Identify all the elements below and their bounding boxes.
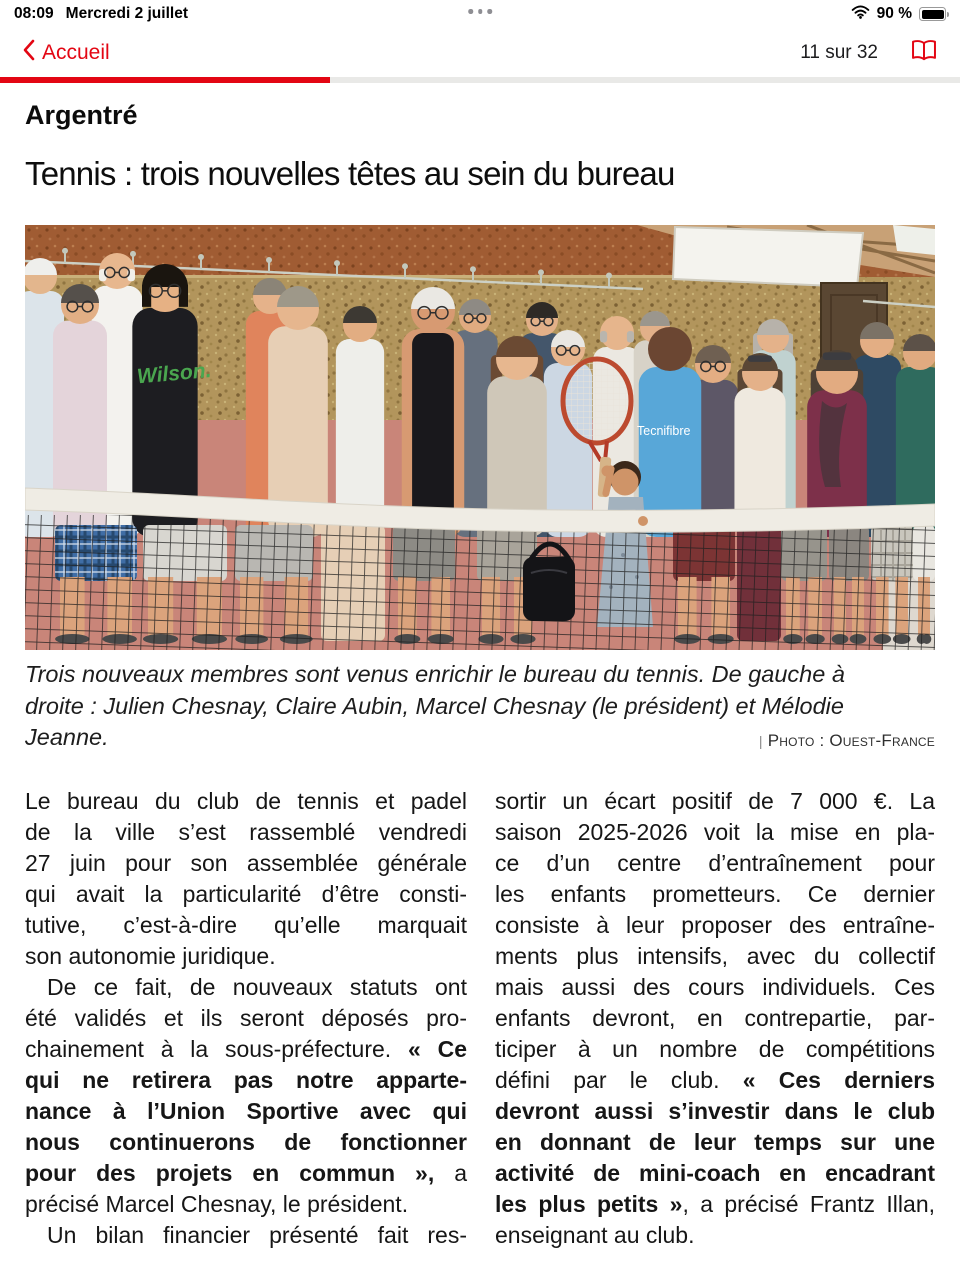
- caption-line: Jeanne.: [25, 724, 109, 750]
- article-body-column-left: [25, 786, 467, 1251]
- body-line: De ce fait, de nouveaux statuts ont: [47, 974, 467, 1000]
- article: [25, 0, 935, 1280]
- body-line: ticiper à un nombre de compétitions: [495, 1036, 935, 1062]
- body-line: nance à l’Union Sportive avec qui: [25, 1098, 467, 1124]
- body-line: activité de mini-coach en encadrant: [495, 1160, 935, 1186]
- photo-caption: [25, 659, 935, 754]
- article-title: Tennis : trois nouvelles têtes au sein du bureau: [25, 155, 675, 192]
- body-line: qui ne retirera pas notre apparte-: [25, 1067, 467, 1093]
- status-date: Mercredi 2 juillet: [65, 5, 188, 22]
- body-line: défini par le club. « Ces derniers: [495, 1067, 935, 1093]
- body-line: Un bilan financier présenté fait res-: [47, 1222, 467, 1248]
- body-line: devront aussi s’investir dans le club: [495, 1098, 935, 1124]
- battery-percent: 90 %: [876, 5, 912, 22]
- body-line: qui avait la particularité d’être consti-: [25, 881, 467, 907]
- section-heading: Argentré: [25, 100, 138, 130]
- body-line: tutive, c’est-à-dire qu’elle marquait: [25, 912, 467, 938]
- body-line: enfants devront, en contrepartie, par-: [495, 1005, 935, 1031]
- caption-line: droite : Julien Chesnay, Claire Aubin, Marcel Chesnay (le président) et Mélodie: [25, 692, 844, 719]
- wilson-logo-text: Wilson.: [136, 358, 213, 389]
- body-line: les enfants prometteurs. Ce dernier: [495, 881, 935, 907]
- body-line: les plus petits », a précisé Frantz Illan,: [495, 1191, 935, 1217]
- body-line: précisé Marcel Chesnay, le président.: [25, 1191, 409, 1217]
- tecnifibre-logo-text: Tecnifibre: [637, 424, 691, 438]
- body-line: enseignant au club.: [495, 1222, 695, 1248]
- photo-credit: | Photo : Ouest-France: [758, 731, 935, 750]
- body-line: ce d’un centre d’entraînement pour: [495, 850, 935, 876]
- body-line: en donnant de leur temps sur une: [495, 1129, 935, 1155]
- article-body-column-right: [495, 786, 935, 1251]
- body-line: de la ville s’est rassemblé vendredi: [25, 819, 467, 845]
- body-line: chainement à la sous-préfecture. « Ce: [25, 1036, 467, 1062]
- article-photo[interactable]: [25, 225, 935, 650]
- body-line: saison 2025-2026 voit la mise en pla-: [495, 819, 935, 845]
- body-line: mais aussi des cours individuels. Ces: [495, 974, 935, 1000]
- page-indicator: 11 sur 32: [800, 42, 878, 63]
- body-line: 27 juin pour son assemblée générale: [25, 850, 467, 876]
- body-line: nous continuerons de fonctionner: [25, 1129, 467, 1155]
- body-line: son autonomie juridique.: [25, 943, 276, 969]
- body-line: consiste à leur proposer des entraîne-: [495, 912, 935, 938]
- status-time: 08:09: [14, 5, 54, 22]
- body-line: ments plus intensifs, avec du collectif: [495, 943, 935, 969]
- body-line: sortir un écart positif de 7 000 €. La: [495, 788, 935, 814]
- body-line: Le bureau du club de tennis et padel: [25, 788, 467, 814]
- body-line: été validés et ils seront déposés pro-: [25, 1005, 467, 1031]
- back-label: Accueil: [42, 41, 110, 64]
- caption-line: Trois nouveaux membres sont venus enrichir le bureau du tennis. De gauche à: [25, 661, 845, 687]
- body-line: pour des projets en commun », a: [25, 1160, 467, 1186]
